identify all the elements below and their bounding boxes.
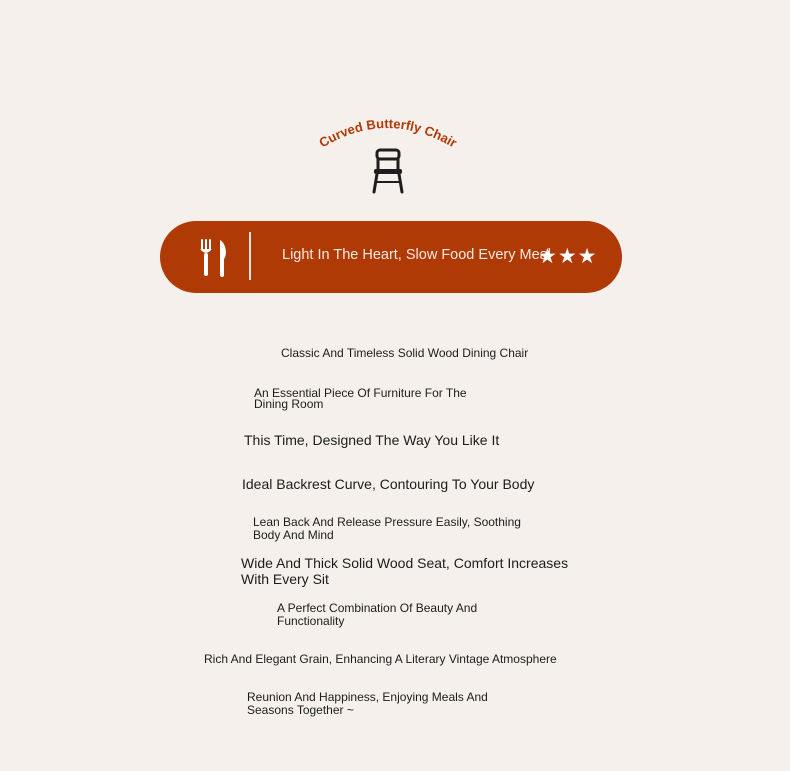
banner-divider <box>249 232 251 280</box>
feature-line-4: Ideal Backrest Curve, Contouring To Your Body <box>242 476 535 492</box>
feature-line-9a: Reunion And Happiness, Enjoying Meals And <box>247 690 488 704</box>
feature-line-2b: Dining Room <box>254 397 324 411</box>
feature-line-7b: Functionality <box>277 614 345 628</box>
chair-icon <box>371 148 405 194</box>
feature-line-7a: A Perfect Combination Of Beauty And <box>277 601 478 615</box>
svg-text:Curved Butterfly Chair <box>316 116 459 150</box>
feature-line-9b: Seasons Together ~ <box>247 703 354 717</box>
fork-knife-icon <box>200 239 228 277</box>
feature-line-6b: With Every Sit <box>241 571 329 587</box>
feature-line-2a: An Essential Piece Of Furniture For The <box>254 386 467 400</box>
brand-logo <box>305 108 470 198</box>
feature-line-5a: Lean Back And Release Pressure Easily, Soothing <box>253 515 521 529</box>
banner-slogan: Light In The Heart, Slow Food Every Meal <box>282 247 551 263</box>
logo-arc-label: Curved Butterfly Chair <box>316 115 460 151</box>
slogan-banner <box>160 221 622 293</box>
feature-line-8: Rich And Elegant Grain, Enhancing A Literary Vintage Atmosphere <box>204 652 557 666</box>
feature-line-5b: Body And Mind <box>253 528 334 542</box>
feature-line-3: This Time, Designed The Way You Like It <box>244 432 500 448</box>
rating-stars: ★★★ <box>538 245 598 268</box>
feature-line-1: Classic And Timeless Solid Wood Dining Chair <box>281 346 529 360</box>
feature-line-6a: Wide And Thick Solid Wood Seat, Comfort Increases <box>241 555 569 571</box>
